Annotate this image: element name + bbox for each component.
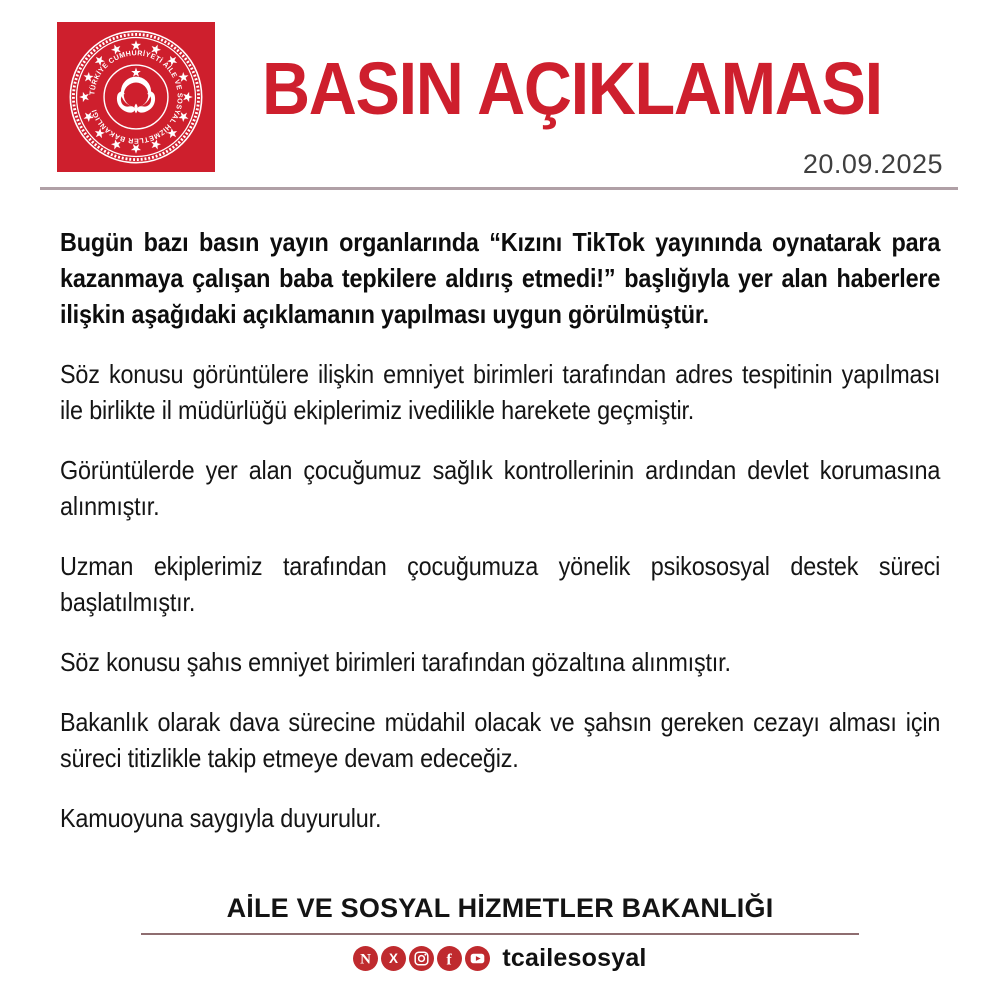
paragraph-closing: Kamuoyuna saygıyla duyurulur. (60, 803, 382, 833)
ministry-emblem-icon (61, 26, 211, 168)
facebook-icon[interactable] (437, 946, 462, 971)
social-handle[interactable]: tcailesosyal (502, 944, 647, 972)
header-divider (40, 187, 958, 190)
press-body (60, 224, 940, 836)
crescent-star-icon (131, 68, 141, 77)
svg-text:N: N (360, 951, 372, 968)
paragraph-intro: Bugün bazı basın yayın organlarında “Kızını TikTok yayınında oynatarak para kazanmaya çalışan baba tepkilere aldırış etmedi!” başlığıyla yer alan haberlere ilişkin aşağıdaki açıklamanın yapılması uygun görülmüştür. (60, 227, 941, 329)
paragraph-detention: Söz konusu şahıs emniyet birimleri tarafından gözaltına alınmıştır. (60, 647, 731, 677)
svg-text:f: f (446, 951, 453, 969)
press-release-title: BASIN AÇIKLAMASI (262, 47, 882, 130)
crescent-icon (121, 77, 151, 107)
paragraph-legal-followup: Bakanlık olarak dava sürecine müdahil olacak ve şahsın gereken cezayı alması için süreci titizlikle takip etmeye devam edeceğiz. (60, 707, 941, 773)
footer (0, 893, 1000, 973)
paragraph-state-protection: Görüntülerde yer alan çocuğumuz sağlık kontrollerinin ardından devlet korumasına alınmıştır. (60, 455, 941, 521)
x-icon[interactable] (381, 946, 406, 971)
emblem-circular-text: TÜRKİYE CUMHURİYETİ AİLE VE SOSYAL HİZMETLER BAKANLIĞI (88, 49, 184, 145)
footer-ministry-name: AİLE VE SOSYAL HİZMETLER BAKANLIĞI (226, 893, 774, 923)
paragraph-address-detection: Söz konusu görüntülere ilişkin emniyet birimleri tarafından adres tespitinin yapılması ile birlikte il müdürlüğü ekiplerimiz ivedilikle harekete geçmiştir. (60, 359, 941, 425)
paragraph-psychosocial-support: Uzman ekiplerimiz tarafından çocuğumuza yönelik psikososyal destek süreci başlatılmıştır. (60, 551, 941, 617)
social-icons-row (0, 944, 1000, 973)
footer-divider (141, 933, 859, 935)
youtube-icon[interactable] (465, 946, 490, 971)
svg-text:X: X (389, 951, 399, 967)
ministry-logo (57, 22, 215, 172)
release-date: 20.09.2025 (802, 149, 943, 179)
instagram-icon[interactable] (409, 946, 434, 971)
nsosyal-icon[interactable] (353, 946, 378, 971)
